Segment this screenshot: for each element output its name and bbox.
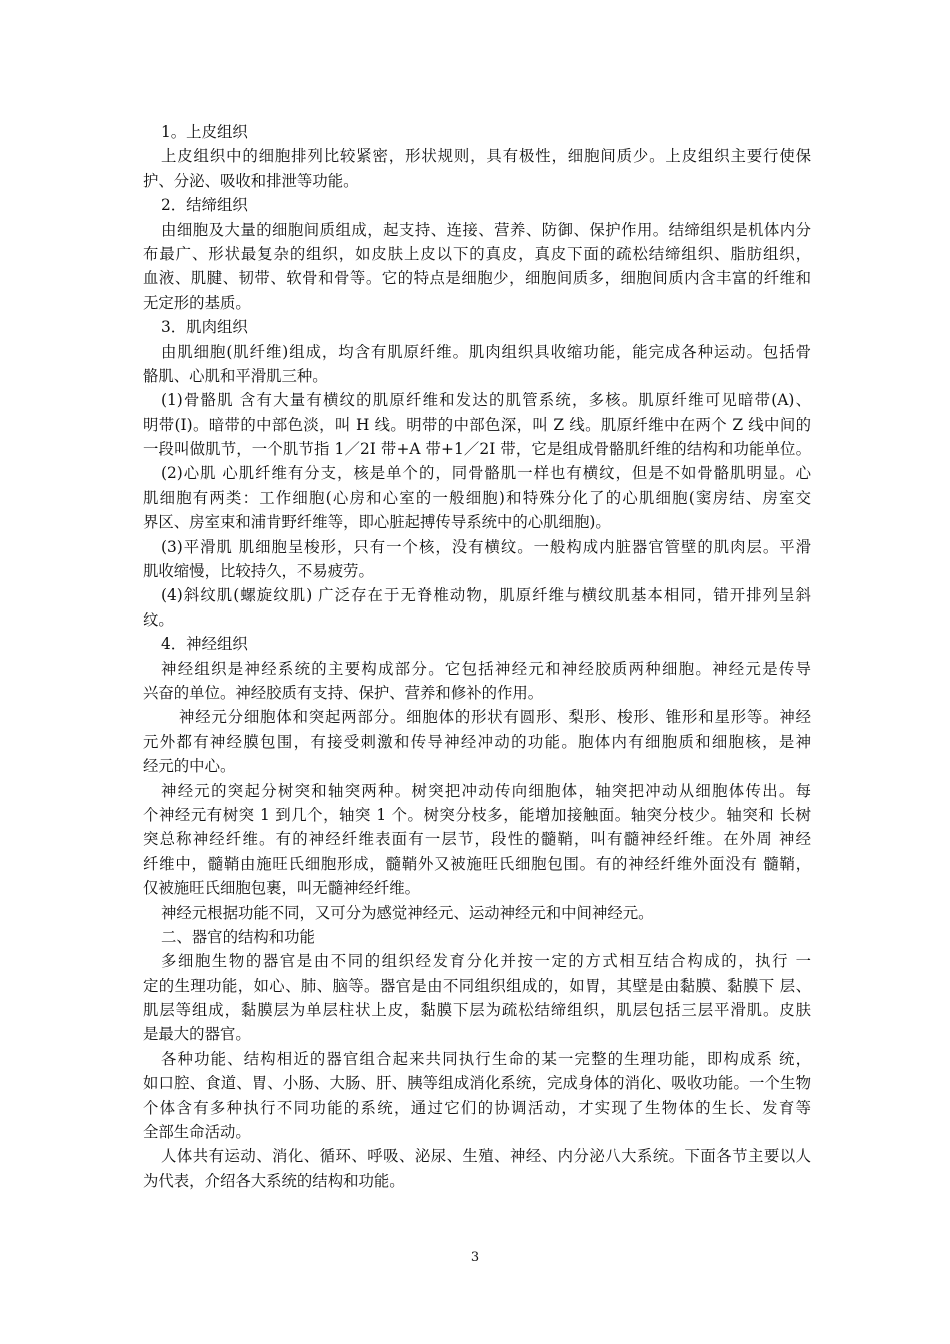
text-line: 元外都有神经膜包围，有接受刺激和传导神经冲动的功能。胞体内有细胞质和细胞核，是神: [143, 732, 811, 751]
text-line: 神经元根据功能不同，又可分为感觉神经元、运动神经元和中间神经元。: [161, 903, 654, 922]
text-line: 肌收缩慢，比较持久，不易疲劳。: [143, 562, 374, 581]
text-line: 仅被施旺氏细胞包裹，叫无髓神经纤维。: [143, 879, 421, 898]
text-line: 纹。: [143, 610, 174, 629]
text-line: 定的生理功能，如心、肺、脑等。器官是由不同组织组成的，如胃，其壁是由黏膜、黏膜下 层、: [143, 976, 811, 995]
text-line: 无定形的基质。: [143, 293, 251, 312]
heading-epithelial: 1。上皮组织: [161, 123, 248, 141]
heading-connective: 2．结缔组织: [161, 196, 248, 215]
text-line: 全部生命活动。: [143, 1123, 251, 1142]
text-line: 骼肌、心肌和平滑肌三种。: [143, 366, 328, 385]
text-line: 为代表，介绍各大系统的结构和功能。: [143, 1171, 405, 1190]
page-body: [143, 120, 811, 1193]
text-line: 纤维中，髓鞘由施旺氏细胞形成，髓鞘外又被施旺氏细胞包围。有的神经纤维外面没有 髓鞘，: [143, 854, 811, 873]
text-line: (3)平滑肌 肌细胞呈梭形，只有一个核，没有横纹。一般构成内脏器官管壁的肌肉层。平滑: [161, 537, 811, 556]
text-line: (1)骨骼肌 含有大量有横纹的肌原纤维和发达的肌管系统，多核。肌原纤维可见暗带(A)、: [161, 391, 811, 410]
text-line: 一段叫做肌节，一个肌节指 1／2I 带+A 带+1／2I 带，它是组成骨骼肌纤维的结构和功能单位。: [143, 440, 811, 459]
text-line: 兴奋的单位。神经胶质有支持、保护、营养和修补的作用。: [143, 683, 544, 702]
text-line: 如口腔、食道、胃、小肠、大肠、肝、胰等组成消化系统，完成身体的消化、吸收功能。一个生物: [143, 1074, 811, 1093]
text-line: 各种功能、结构相近的器官组合起来共同执行生命的某一完整的生理功能，即构成系 统，: [161, 1049, 811, 1068]
text-line: 是最大的器官。: [143, 1025, 251, 1044]
page-number: 3: [470, 1250, 480, 1265]
text-line: 多细胞生物的器官是由不同的组织经发育分化并按一定的方式相互结合构成的，执行 一: [161, 952, 811, 971]
text-line: 护、分泌、吸收和排泄等功能。: [143, 171, 359, 190]
text-line: 个神经元有树突 1 到几个，轴突 1 个。树突分枝多，能增加接触面。轴突分枝少。轴突和 长树: [143, 805, 811, 824]
text-line: 肌细胞有两类：工作细胞(心房和心室的一般细胞)和特殊分化了的心肌细胞(窦房结、房室交: [143, 488, 811, 507]
text-line: 上皮组织中的细胞排列比较紧密，形状规则，具有极性，细胞间质少。上皮组织主要行使保: [161, 147, 811, 166]
text-line: 布最广、形状最复杂的组织，如皮肤上皮以下的真皮，真皮下面的疏松结缔组织、脂肪组织，: [143, 244, 811, 263]
text-line: (2)心肌 心肌纤维有分支，核是单个的，同骨骼肌一样也有横纹，但是不如骨骼肌明显。心: [161, 464, 811, 483]
text-line: 由细胞及大量的细胞间质组成，起支持、连接、营养、防御、保护作用。结缔组织是机体内分: [161, 220, 811, 239]
text-line: 神经组织是神经系统的主要构成部分。它包括神经元和神经胶质两种细胞。神经元是传导: [161, 659, 811, 678]
heading-organs: 二、器官的结构和功能: [161, 927, 315, 946]
text-line: 界区、房室束和浦肯野纤维等，即心脏起搏传导系统中的心肌细胞)。: [143, 513, 611, 532]
text-line: 明带(I)。暗带的中部色淡，叫 H 线。明带的中部色深，叫 Z 线。肌原纤维中在两个 Z 线中间的: [143, 415, 811, 434]
text-line: (4)斜纹肌(螺旋纹肌) 广泛存在于无脊椎动物，肌原纤维与横纹肌基本相同，错开排列呈斜: [161, 586, 811, 605]
text-line: 神经元分细胞体和突起两部分。细胞体的形状有圆形、梨形、梭形、锥形和星形等。神经: [179, 708, 811, 727]
heading-muscle: 3．肌肉组织: [161, 318, 248, 337]
text-line: 由肌细胞(肌纤维)组成，均含有肌原纤维。肌肉组织具收缩功能，能完成各种运动。包括骨: [161, 342, 811, 361]
text-line: 人体共有运动、消化、循环、呼吸、泌尿、生殖、神经、内分泌八大系统。下面各节主要以人: [161, 1147, 811, 1166]
text-line: 血液、肌腱、韧带、软骨和骨等。它的特点是细胞少，细胞间质多，细胞间质内含丰富的纤维和: [143, 269, 811, 288]
heading-nervous: 4．神经组织: [161, 635, 248, 654]
text-line: 肌层等组成，黏膜层为单层柱状上皮，黏膜下层为疏松结缔组织，肌层包括三层平滑肌。皮肤: [143, 1001, 811, 1020]
text-line: 突总称神经纤维。有的神经纤维表面有一层节，段性的髓鞘，叫有髓神经纤维。在外周 神经: [143, 830, 811, 849]
text-line: 神经元的突起分树突和轴突两种。树突把冲动传向细胞体，轴突把冲动从细胞体传出。每: [161, 781, 811, 800]
text-line: 个体含有多种执行不同功能的系统，通过它们的协调活动，才实现了生物体的生长、发育等: [143, 1098, 811, 1117]
text-line: 经元的中心。: [143, 757, 236, 776]
